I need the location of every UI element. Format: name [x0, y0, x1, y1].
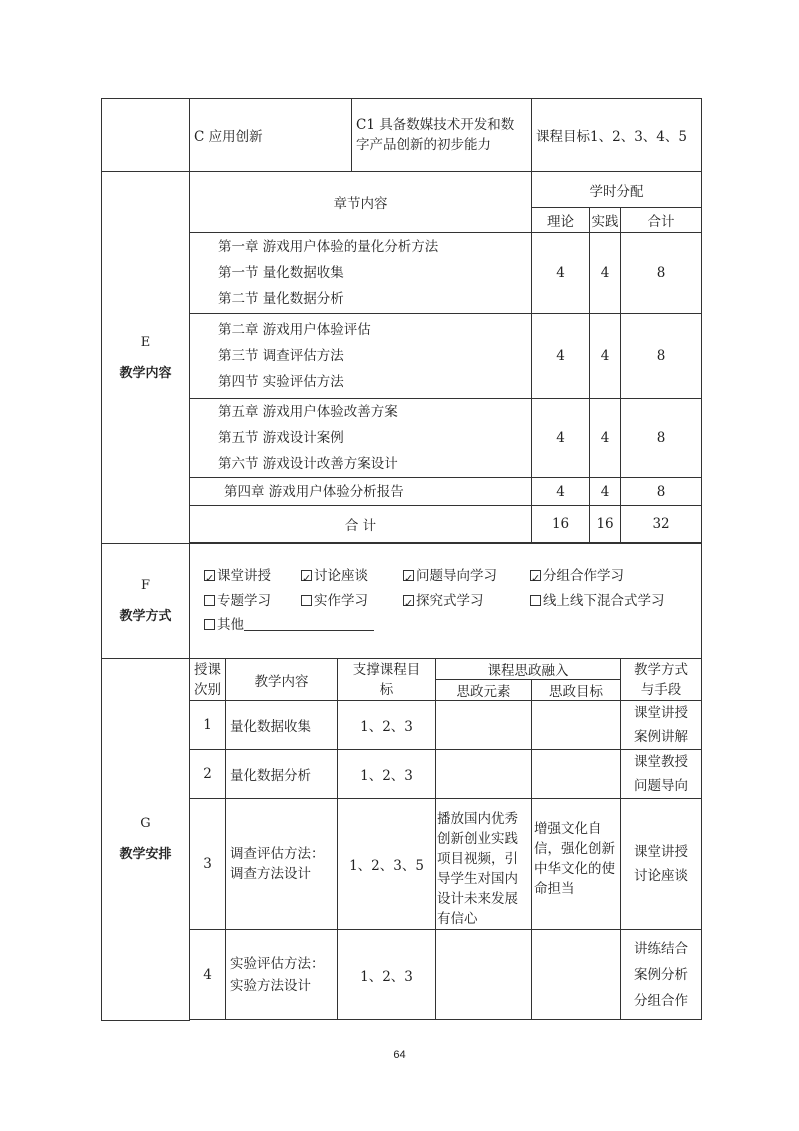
e-sum-row: [102, 506, 702, 543]
section-f-code: F: [140, 578, 151, 593]
e-row: [102, 314, 702, 399]
g-row-method: 讲练结合案例分析分组合作: [621, 930, 702, 1020]
e-theory: 4: [532, 478, 590, 506]
g-row-goal: 1、2、3: [338, 701, 436, 750]
e-line: 第二节 量化数据分析: [218, 291, 344, 307]
e-total: 8: [621, 478, 702, 506]
g-row-method: 课堂讲授讨论座谈: [621, 799, 702, 930]
g-row-content: 调查评估方法：调查方法设计: [226, 799, 338, 930]
g-row-elem: [436, 750, 532, 799]
method-option[interactable]: ✓课堂讲授: [204, 564, 301, 589]
e-line: 第四节 实验评估方法: [218, 374, 344, 390]
g-header-session: 授课次别: [190, 659, 226, 701]
e-sum-practice: 16: [590, 506, 621, 543]
e-theory: 4: [532, 314, 590, 399]
row-c: [102, 99, 702, 172]
method-option[interactable]: 线上线下混合式学习: [530, 589, 665, 614]
e-total: 8: [621, 399, 702, 478]
e-sum-label: 合 计: [190, 506, 532, 543]
checkbox-checked-icon[interactable]: [204, 570, 215, 581]
g-row-ideo-goal: [532, 701, 621, 750]
e-line: 第五章 游戏用户体验改善方案: [218, 404, 398, 420]
g-row-content: 量化数据收集: [226, 701, 338, 750]
checkbox-checked-icon[interactable]: [403, 595, 414, 606]
e-row-content: [190, 478, 532, 506]
e-header-practice: 实践: [590, 208, 621, 233]
method-option[interactable]: ✓ 分组合作学习: [530, 564, 624, 589]
e-line: 第一节 量化数据收集: [218, 265, 344, 281]
g-row-goal: 1、2、3、5: [338, 799, 436, 930]
g-row-no: 3: [190, 799, 226, 930]
section-e-label: [102, 172, 190, 544]
e-header-content: 章节内容: [190, 172, 532, 233]
section-f-title: 教学方式: [119, 609, 172, 624]
e-row: [102, 233, 702, 314]
section-f-label: [102, 544, 190, 659]
g-row-method: 课堂讲授案例讲解: [621, 701, 702, 750]
g-row-content: 实验评估方法：实验方法设计: [226, 930, 338, 1020]
e-line: 第四章 游戏用户体验分析报告: [224, 483, 404, 500]
section-f-row: [102, 544, 702, 659]
g-row-content: 量化数据分析: [226, 750, 338, 799]
method-option[interactable]: ✓ 探究式学习: [403, 589, 530, 614]
e-row-content: [190, 399, 532, 478]
other-blank-line[interactable]: [244, 616, 374, 631]
checkbox-empty-icon[interactable]: [204, 619, 215, 630]
method-option[interactable]: 专题学习: [204, 589, 301, 614]
g-row-ideo-goal: [532, 750, 621, 799]
method-option[interactable]: 实作学习: [301, 589, 403, 614]
section-g-label: [102, 659, 190, 1021]
e-line: 第二章 游戏用户体验评估: [218, 322, 371, 338]
e-line: 第三节 调查评估方法: [218, 348, 344, 364]
g-row-elem: [436, 930, 532, 1020]
e-line: 第一章 游戏用户体验的量化分析方法: [218, 239, 439, 255]
syllabus-table: [101, 98, 702, 1021]
g-row: [102, 750, 702, 799]
g-row-ideo-goal: [532, 930, 621, 1020]
row-c-spacer: [102, 99, 190, 172]
g-header-goal: 支撑课程目标: [338, 659, 436, 701]
e-row-content: [190, 314, 532, 399]
e-sum-theory: 16: [532, 506, 590, 543]
e-row-content: [190, 233, 532, 314]
section-e-title: 教学内容: [119, 365, 172, 381]
g-header-ideo: 课程思政融入: [436, 659, 621, 680]
e-header-theory: 理论: [532, 208, 590, 233]
g-row-no: 1: [190, 701, 226, 750]
g-row-goal: 1、2、3: [338, 930, 436, 1020]
e-row: [102, 399, 702, 478]
g-row: [102, 701, 702, 750]
checkbox-checked-icon[interactable]: [530, 570, 541, 581]
e-line: 第五节 游戏设计案例: [218, 430, 344, 446]
g-row-no: 4: [190, 930, 226, 1020]
g-header-method: 教学方式与手段: [621, 659, 702, 701]
g-header-ideo-goal: 思政目标: [532, 680, 621, 701]
row-c-target: 课程目标1、2、3、4、5: [532, 99, 702, 172]
checkbox-empty-icon[interactable]: [530, 595, 541, 606]
section-e-code: E: [140, 334, 151, 350]
g-row-no: 2: [190, 750, 226, 799]
g-header-content: 教学内容: [226, 659, 338, 701]
g-header-elem: 思政元素: [436, 680, 532, 701]
g-row-method: 课堂教授问题导向: [621, 750, 702, 799]
e-practice: 4: [590, 399, 621, 478]
e-theory: 4: [532, 233, 590, 314]
e-row: [102, 478, 702, 506]
g-row-elem: [436, 701, 532, 750]
e-sum-total: 32: [621, 506, 702, 543]
checkbox-empty-icon[interactable]: [204, 595, 215, 606]
e-practice: 4: [590, 233, 621, 314]
section-g-code: G: [140, 816, 151, 832]
row-c-category: C 应用创新: [190, 99, 352, 172]
section-g-title: 教学安排: [119, 847, 172, 863]
checkbox-empty-icon[interactable]: [301, 595, 312, 606]
e-practice: 4: [590, 478, 621, 506]
e-line: 第六节 游戏设计改善方案设计: [218, 456, 398, 472]
g-row-elem: 播放国内优秀创新创业实践项目视频，引导学生对国内设计未来发展有信心: [436, 799, 532, 930]
e-header-total: 合计: [621, 208, 702, 233]
g-row-ideo-goal: 增强文化自信，强化创新中华文化的使命担当: [532, 799, 621, 930]
teaching-methods: [190, 544, 702, 659]
checkbox-checked-icon[interactable]: [403, 570, 414, 581]
page-number: 64: [393, 1049, 406, 1061]
g-row-goal: 1、2、3: [338, 750, 436, 799]
method-option[interactable]: 其他: [204, 613, 374, 638]
e-practice: 4: [590, 314, 621, 399]
method-option[interactable]: ✓ 讨论座谈: [301, 564, 403, 589]
row-c-ability: C1 具备数媒技术开发和数字产品创新的初步能力: [352, 99, 532, 172]
e-total: 8: [621, 233, 702, 314]
e-theory: 4: [532, 399, 590, 478]
e-total: 8: [621, 314, 702, 399]
g-row: [102, 930, 702, 1020]
g-row: [102, 799, 702, 930]
checkbox-checked-icon[interactable]: [301, 570, 312, 581]
e-header-hours: 学时分配: [532, 172, 702, 208]
method-option[interactable]: ✓ 问题导向学习: [403, 564, 530, 589]
